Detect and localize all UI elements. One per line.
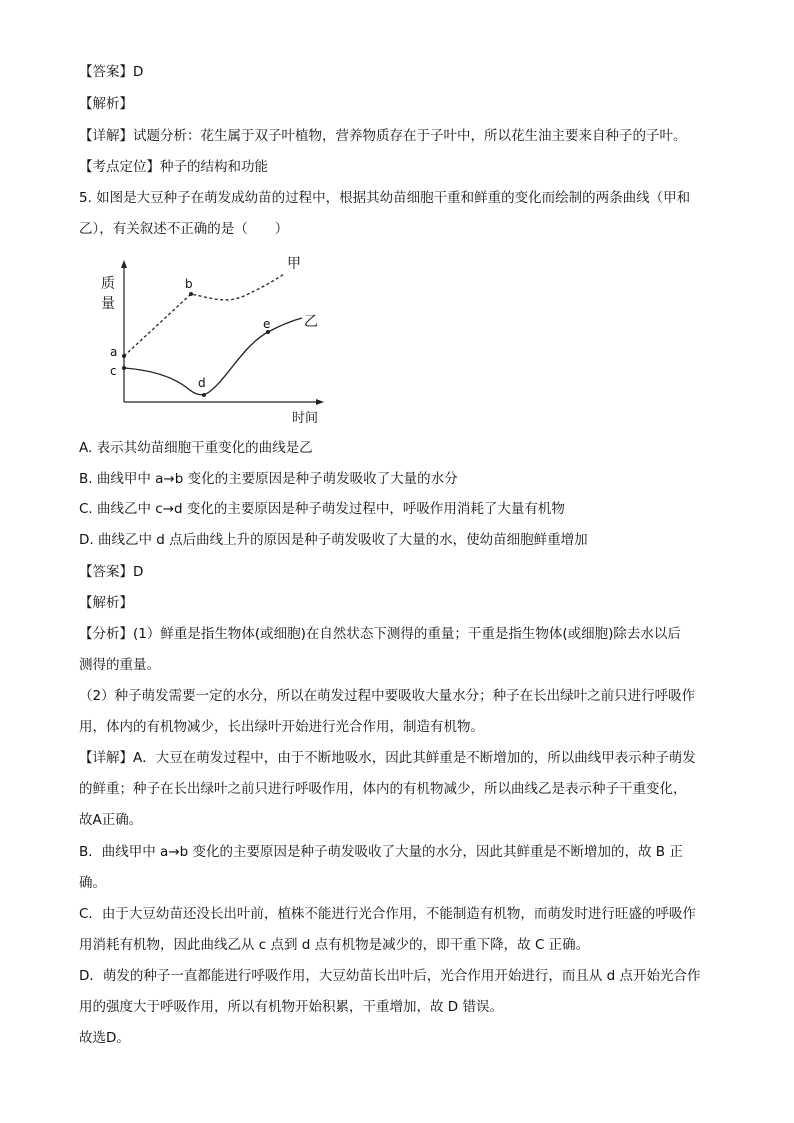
knowledge-point: 【考点定位】种子的结构和功能 [79, 159, 268, 175]
explanation-line: B．曲线甲中 a→b 变化的主要原因是种子萌发吸收了大量的水分，因此其鲜重是不断增加的，故 B 正 [79, 844, 683, 860]
x-label: 时间 [292, 411, 319, 426]
explanation-line: （2）种子萌发需要一定的水分，所以在萌发过程中要吸收大量水分；种子在长出绿叶之前只进行呼吸作 [79, 688, 696, 704]
explanation-line: 用消耗有机物，因此曲线乙从 c 点到 d 点有机物是减少的，即干重下降，故 C 正确。 [79, 937, 590, 953]
curve-jia-label: 甲 [287, 256, 301, 272]
explanation-line: 测得的重量。 [79, 657, 160, 673]
explanation-line: 故A正确。 [79, 812, 143, 828]
explanation-line: 【分析】(1）鲜重是指生物体(或细胞)在自然状态下测得的重量；干重是指生物体(或细胞)除去水以后 [79, 626, 681, 642]
point-b-dot [189, 292, 193, 296]
question-stem-cont: 乙），有关叙述不正确的是（ ） [79, 221, 289, 237]
analysis2-label: 【解析】 [79, 595, 133, 611]
explanation-line: C．由于大豆幼苗还没长出叶前，植株不能进行光合作用，不能制造有机物，而萌发时进行旺盛的呼吸作 [79, 906, 696, 922]
curve-jia [124, 274, 284, 356]
y-label-1: 质 [101, 276, 115, 292]
x-axis-arrow [316, 399, 324, 405]
point-b-label: b [185, 277, 193, 291]
option-c: C. 曲线乙中 c→d 变化的主要原因是种子萌发过程中，呼吸作用消耗了大量有机物 [79, 501, 565, 517]
option-b: B. 曲线甲中 a→b 变化的主要原因是种子萌发吸收了大量的水分 [79, 471, 458, 487]
y-label-2: 量 [101, 296, 115, 312]
point-e-label: e [263, 317, 271, 331]
detail-text: 【详解】试题分析：花生属于双子叶植物，营养物质存在于子叶中，所以花生油主要来自种子的子叶。 [79, 128, 687, 144]
point-a-label: a [110, 345, 118, 359]
explanation-line: 的鲜重；种子在长出绿叶之前只进行呼吸作用，体内的有机物减少，所以曲线乙是表示种子干重变化， [79, 781, 687, 797]
explanation-line: D．萌发的种子一直都能进行呼吸作用，大豆幼苗长出叶后，光合作用开始进行，而且从 d 点开始光合作 [79, 968, 701, 984]
curve-yi [124, 318, 302, 395]
point-d-label: d [198, 376, 206, 390]
point-c-label: c [110, 364, 117, 378]
analysis-label: 【解析】 [79, 96, 133, 112]
point-d-dot [202, 393, 206, 397]
explanation-line: 用，体内的有机物减少，长出绿叶开始进行光合作用，制造有机物。 [79, 719, 484, 735]
y-axis-arrow [121, 260, 127, 268]
explanation-line: 用的强度大于呼吸作用，所以有机物开始积累，干重增加，故 D 错误。 [79, 999, 503, 1015]
growth-curve-figure [96, 252, 336, 428]
point-c-dot [122, 366, 126, 370]
option-d: D. 曲线乙中 d 点后曲线上升的原因是种子萌发吸收了大量的水，使幼苗细胞鲜重增加 [79, 532, 588, 548]
conclusion-line: 故选D。 [79, 1030, 130, 1046]
explanation-line: 【详解】A．大豆在萌发过程中，由于不断地吸水，因此其鲜重是不断增加的，所以曲线甲表示种子萌发 [79, 750, 696, 766]
explanation-line: 确。 [79, 875, 106, 891]
curve-yi-label: 乙 [304, 314, 318, 330]
answer-label: 【答案】D [79, 64, 144, 80]
point-a-dot [122, 354, 126, 358]
option-a: A. 表示其幼苗细胞干重变化的曲线是乙 [79, 440, 313, 456]
answer2-label: 【答案】D [79, 564, 144, 580]
question-stem: 5. 如图是大豆种子在萌发成幼苗的过程中，根据其幼苗细胞干重和鲜重的变化而绘制的两条曲线（甲和 [79, 190, 691, 206]
